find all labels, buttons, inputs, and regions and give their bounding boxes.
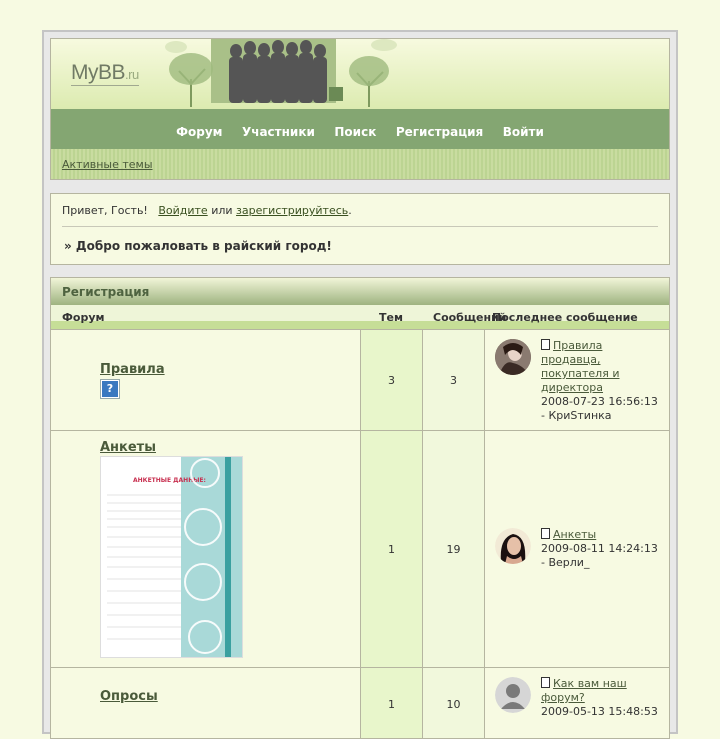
topics-count: 1 — [388, 543, 395, 556]
banner-illustration — [51, 39, 669, 109]
help-icon: ? — [101, 380, 119, 398]
nav-register[interactable]: Регистрация — [395, 125, 484, 139]
last-post-link[interactable]: Как вам наш форум? — [541, 677, 627, 704]
last-post-info — [541, 677, 665, 719]
posts-count: 19 — [446, 543, 461, 556]
greeting-line — [62, 204, 352, 217]
category-header — [51, 278, 669, 305]
welcome-box — [50, 193, 670, 265]
forum-row-polls — [51, 667, 669, 739]
profiles-image — [100, 456, 243, 658]
col-topics: Тем — [379, 311, 403, 324]
forum-header — [50, 38, 670, 180]
active-topics-link[interactable]: Активные темы — [62, 158, 153, 171]
logo-underline — [71, 85, 139, 86]
forum-link-profiles[interactable]: Анкеты — [100, 440, 156, 455]
document-icon — [541, 528, 550, 539]
topics-count: 3 — [388, 374, 395, 387]
period-text: . — [348, 204, 352, 217]
register-link[interactable]: зарегистрируйтесь — [236, 204, 349, 217]
last-post-date: 2009-08-11 14:24:13 - Верли_ — [541, 542, 658, 569]
login-link[interactable]: Войдите — [158, 204, 208, 217]
profiles-image-title: АНКЕТНЫЕ ДАННЫЕ: — [133, 477, 206, 484]
last-post-date: 2008-07-23 16:56:13 - КриSтинка — [541, 395, 658, 422]
forum-link-polls[interactable]: Опросы — [100, 689, 158, 704]
announcement-text: » Добро пожаловать в райский город! — [64, 239, 332, 253]
last-post-info — [541, 528, 665, 570]
topics-count: 1 — [388, 698, 395, 711]
last-post-link[interactable]: Правила продавца, покупателя и директора — [541, 339, 620, 394]
page-wrapper — [42, 30, 678, 734]
last-post-info — [541, 339, 665, 423]
forum-link-rules[interactable]: Правила — [100, 362, 165, 377]
posts-count: 10 — [446, 698, 461, 711]
category-block — [50, 277, 670, 739]
or-text: или — [211, 204, 233, 217]
avatar[interactable] — [495, 339, 531, 375]
nav-search[interactable]: Поиск — [334, 125, 377, 139]
col-posts: Сообщений — [433, 311, 507, 324]
avatar[interactable] — [495, 528, 531, 564]
sub-navigation — [51, 149, 669, 179]
document-icon — [541, 677, 550, 688]
nav-login[interactable]: Войти — [502, 125, 544, 139]
col-forum: Форум — [62, 311, 105, 324]
default-avatar-icon[interactable] — [495, 677, 531, 713]
greeting-text: Привет, Гость! — [62, 204, 148, 217]
document-icon — [541, 339, 550, 350]
col-last-post: Последнее сообщение — [492, 311, 638, 324]
column-headers — [51, 305, 669, 329]
nav-members[interactable]: Участники — [241, 125, 315, 139]
mybb-logo[interactable]: MyBB.ru — [71, 61, 139, 84]
header-banner — [51, 39, 669, 109]
nav-forum[interactable]: Форум — [176, 125, 223, 139]
forum-row-profiles — [51, 430, 669, 668]
last-post-link[interactable]: Анкеты — [553, 528, 597, 541]
last-post-date: 2009-05-13 15:48:53 — [541, 705, 658, 718]
divider — [62, 226, 658, 227]
category-title[interactable]: Регистрация — [62, 285, 150, 299]
main-navigation — [51, 109, 669, 149]
forum-row-rules — [51, 329, 669, 430]
posts-count: 3 — [450, 374, 457, 387]
